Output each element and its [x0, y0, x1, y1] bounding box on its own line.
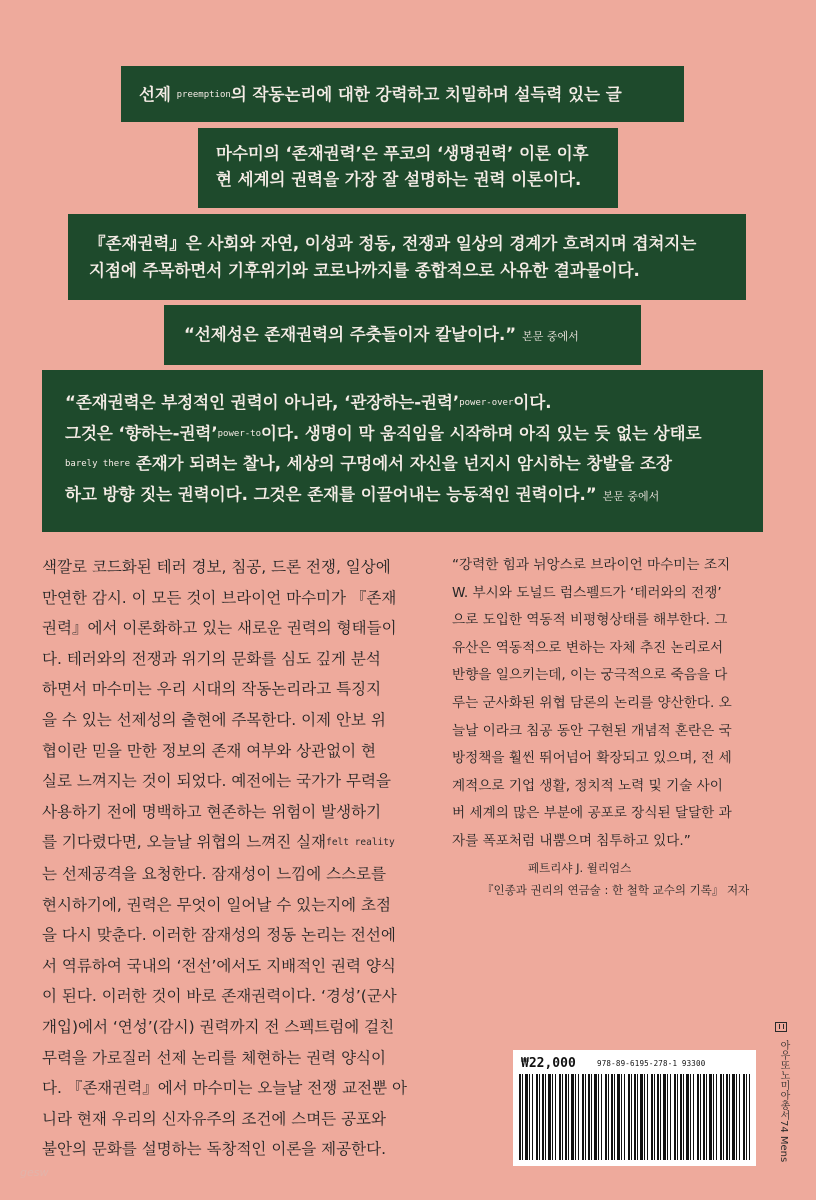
body-line: 을 다시 맞춘다. 이러한 잠재성의 정동 논리는 전선에 — [42, 926, 396, 945]
headline-box-5 — [42, 370, 763, 532]
body-line: 을 수 있는 선제성의 출현에 주목한다. 이제 안보 위 — [42, 710, 386, 729]
headline-5-term-2: power-to — [217, 428, 261, 439]
body-line: 니라 현재 우리의 신자유주의 조건에 스며든 공포와 — [42, 1109, 386, 1128]
headline-1-pre: 선제 — [139, 85, 177, 104]
quote-attribution-book: 『인종과 권리의 연금술 : 한 철학 교수의 기록』 저자 — [482, 883, 750, 897]
body-line: 이 된다. 이러한 것이 바로 존재권력이다. ‘경성’(군사 — [42, 987, 397, 1006]
headline-4-quote: “선제성은 존재권력의 주춧돌이자 칼날이다.” — [184, 325, 517, 344]
quote-line: 유산은 역동적으로 변하는 자체 추진 논리로서 — [452, 639, 724, 656]
quote-line: 늘날 이라크 침공 동안 구현된 개념적 혼란은 국 — [452, 722, 732, 739]
quote-line: 반향을 일으키는데, 이는 궁극적으로 죽음을 다 — [452, 667, 728, 684]
headline-5-line-1-text: “존재권력은 부정적인 권력이 아니라, ‘관장하는-권력’ — [65, 393, 460, 412]
quote-line: 버 세계의 많은 부분에 공포로 장식된 달달한 과 — [452, 805, 732, 822]
quote-line: W. 부시와 도널드 럼스펠드가 ‘테러와의 전쟁’ — [452, 584, 722, 601]
body-line: 사용하기 전에 명백하고 현존하는 위험이 발생하기 — [42, 802, 382, 821]
headline-5-line-4 — [65, 480, 763, 513]
body-term-felt-reality: felt reality — [326, 837, 395, 849]
price: ₩22,000 — [521, 1056, 576, 1071]
body-line: 무력을 가로질러 선제 논리를 체현하는 권력 양식이 — [42, 1048, 386, 1067]
headline-5-line-4-text: 하고 방향 짓는 권력이다. 그것은 존재를 이끌어내는 능동적인 권력이다.” — [65, 484, 597, 504]
body-line: 개입)에서 ‘연성’(감시) 권력까지 전 스펙트럼에 걸친 — [42, 1017, 395, 1036]
quote-line: 루는 군사화된 위협 담론의 논리를 양산한다. 오 — [452, 694, 732, 711]
barcode-label — [513, 1050, 756, 1166]
publisher-logo-icon — [775, 1022, 787, 1032]
body-line: 다. 테러와의 전쟁과 위기의 문화를 심도 깊게 분석 — [42, 649, 381, 668]
headline-5-term-1: power-over — [459, 398, 514, 408]
headline-5-line-1 — [65, 388, 763, 419]
headline-box-1 — [121, 66, 684, 122]
headline-box-3 — [68, 214, 746, 300]
body-line — [42, 827, 432, 859]
headline-5-line-2 — [65, 419, 763, 450]
quote-line: “강력한 힘과 뉘앙스로 브라이언 마수미는 조지 — [452, 557, 731, 573]
body-line-text: 를 기다렸다면, 오늘날 위협의 느껴진 실재 — [42, 833, 327, 852]
body-line: 현시하기에, 권력은 무엇이 일어날 수 있는지에 초점 — [42, 895, 391, 914]
body-line: 협이란 믿을 만한 정보의 존재 여부와 상관없이 현 — [42, 741, 376, 760]
body-line: 다. 『존재권력』에서 마수미는 오늘날 전쟁 교전뿐 아 — [42, 1079, 407, 1098]
body-line: 불안의 문화를 설명하는 독창적인 이론을 제공한다. — [42, 1140, 386, 1159]
headline-box-4 — [164, 305, 641, 365]
quote-line: 자를 폭포처럼 내뿜으며 침투하고 있다.” — [452, 832, 691, 849]
quote-attribution-name: 페트리샤 J. 윌리엄스 — [528, 861, 632, 875]
body-line: 하면서 마수미는 우리 시대의 작동논리라고 특징지 — [42, 680, 382, 699]
headline-1-post: 의 작동논리에 대한 강력하고 치밀하며 설득력 있는 글 — [230, 85, 622, 104]
body-line: 는 선제공격을 요청한다. 잠재성이 느낌에 스스로를 — [42, 864, 386, 883]
headline-5-line-1-end: 이다. — [513, 393, 552, 412]
headline-1-term: preemption — [176, 90, 231, 100]
body-line: 실로 느껴지는 것이 되었다. 예전에는 국가가 무력을 — [42, 772, 391, 791]
body-text — [42, 552, 432, 1165]
headline-5-term-3: barely there — [65, 459, 131, 469]
body-line: 서 역류하여 국내의 ‘전선’에서도 지배적인 권력 양식 — [42, 956, 396, 975]
headline-5-line-2-text: 그것은 ‘향하는-권력’ — [65, 423, 218, 443]
headline-2-line-1: 마수미의 ‘존재권력’은 푸코의 ‘생명권력’ 이론 이후 — [216, 144, 589, 163]
body-line: 권력』에서 이론화하고 있는 새로운 권력의 형태들이 — [42, 619, 397, 638]
headline-box-2 — [198, 128, 618, 208]
isbn: 978-89-6195-278-1 93300 — [597, 1059, 706, 1068]
headline-5-source: 본문 중에서 — [602, 489, 660, 503]
headline-5-line-3-end: 존재가 되려는 찰나, 세상의 구멍에서 자신을 넌지시 암시하는 창발을 조장 — [130, 454, 672, 473]
watermark: gesw — [20, 1166, 49, 1179]
barcode-bars — [519, 1074, 750, 1160]
body-line: 색깔로 코드화된 테러 경보, 침공, 드론 전쟁, 일상에 — [42, 558, 391, 576]
headline-2-line-2: 현 세계의 권력을 가장 잘 설명하는 권력 이론이다. — [216, 170, 582, 189]
headline-3-line-1: 『존재권력』은 사회와 자연, 이성과 정동, 전쟁과 일상의 경계가 흐려지며 겹쳐지는 — [89, 234, 697, 253]
quote-line: 방정책을 훨씬 뛰어넘어 확장되고 있으며, 전 세 — [452, 750, 732, 767]
headline-4-source: 본문 중에서 — [522, 330, 579, 343]
headline-5-line-3 — [65, 449, 763, 480]
headline-3-line-2: 지점에 주목하면서 기후위기와 코로나까지를 종합적으로 사유한 결과물이다. — [89, 261, 640, 280]
headline-5-line-2-end: 이다. 생명이 막 움직임을 시작하며 아직 있는 듯 없는 상태로 — [261, 423, 702, 443]
body-line: 만연한 감시. 이 모든 것이 브라이언 마수미가 『존재 — [42, 588, 397, 607]
quote-line: 계적으로 기업 생활, 정치적 노력 및 기술 사이 — [452, 777, 723, 794]
endorsement-quote — [452, 552, 782, 856]
quote-line: 으로 도입한 역동적 비평형상태를 해부한다. 그 — [452, 612, 728, 629]
series-label: 아우또노미아총서74 Mens — [778, 1040, 789, 1163]
